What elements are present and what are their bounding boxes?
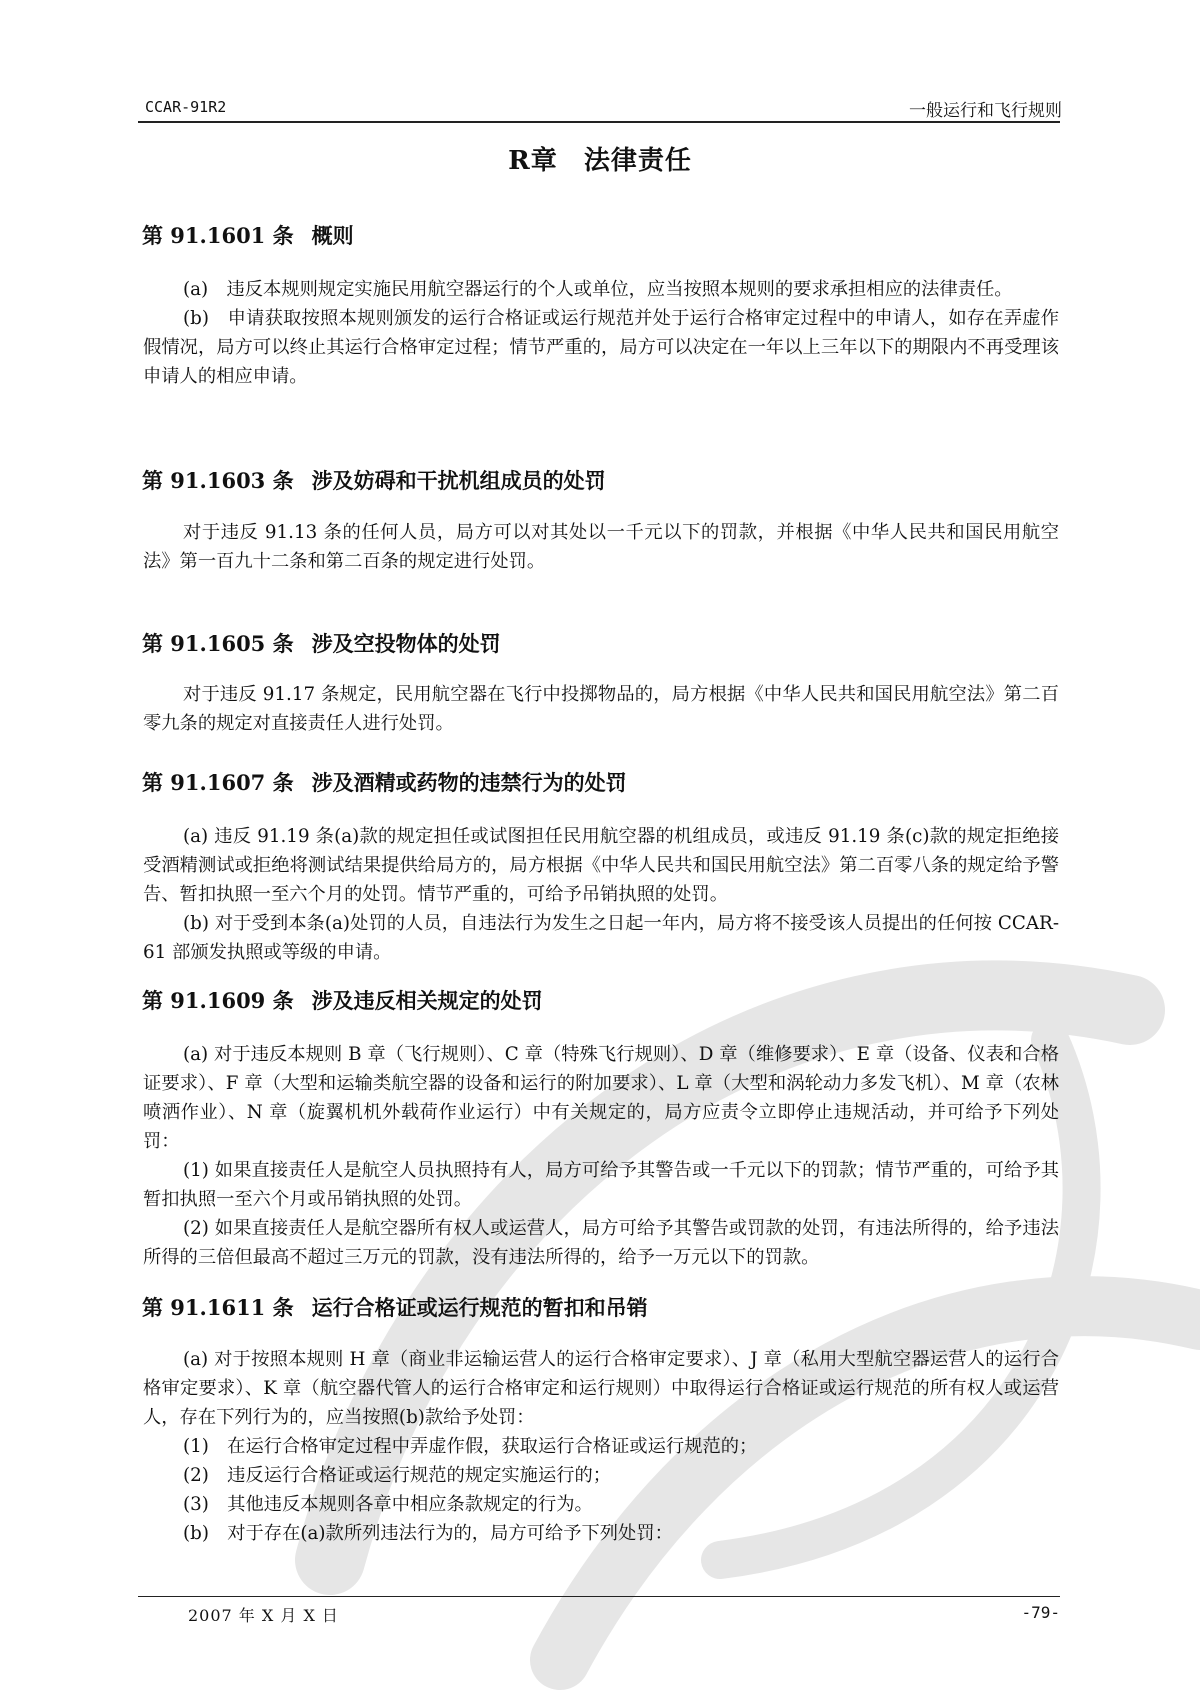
- section-body: [143, 518, 1059, 576]
- section-title: 涉及妨碍和干扰机组成员的处罚: [311, 468, 606, 493]
- section-body: [143, 822, 1059, 967]
- section-heading: [142, 628, 501, 658]
- section-number: 第 91.1607 条: [142, 770, 294, 795]
- paragraph: (b) 申请获取按照本规则颁发的运行合格证或运行规范并处于运行合格审定过程中的申请人，如存在弄虚作假情况，局方可以终止其运行合格审定过程；情节严重的，局方可以决定在一年以上三年以下的期限内不再受理该申请人的相应申请。: [143, 308, 1059, 387]
- section-body: [143, 1345, 1059, 1548]
- section-title: 概则: [311, 223, 354, 248]
- section-body: [143, 680, 1059, 738]
- section-heading: [142, 985, 543, 1015]
- paragraph: (a) 违反 91.19 条(a)款的规定担任或试图担任民用航空器的机组成员，或违反 91.19 条(c)款的规定拒绝接受酒精测试或拒绝将测试结果提供给局方的，局方根据《中华人民共和国民用航空法》第二百零八条的规定给予警告、暂扣执照一至六个月的处罚。情节严重的，可给予吊销执照的处罚。: [143, 826, 1059, 905]
- footer-divider: [138, 1596, 1060, 1597]
- paragraph: (2) 如果直接责任人是航空器所有权人或运营人，局方可给予其警告或罚款的处罚，有违法所得的，给予违法所得的三倍但最高不超过三万元的罚款，没有违法所得的，给予一万元以下的罚款。: [143, 1218, 1059, 1268]
- section-title: 涉及酒精或药物的违禁行为的处罚: [311, 770, 627, 795]
- chapter-name: 法律责任: [583, 146, 692, 176]
- header-doc-title: 一般运行和飞行规则: [909, 101, 1062, 121]
- paragraph: 对于违反 91.13 条的任何人员，局方可以对其处以一千元以下的罚款，并根据《中华人民共和国民用航空法》第一百九十二条和第二百条的规定进行处罚。: [143, 522, 1059, 572]
- paragraph: 对于违反 91.17 条规定，民用航空器在飞行中投掷物品的，局方根据《中华人民共和国民用航空法》第二百零九条的规定对直接责任人进行处罚。: [143, 684, 1059, 734]
- header-doc-code: CCAR-91R2: [145, 98, 227, 116]
- section-heading: [142, 465, 606, 495]
- section-number: 第 91.1611 条: [142, 1295, 294, 1320]
- section-number: 第 91.1603 条: [142, 468, 294, 493]
- section-heading: [142, 220, 354, 250]
- paragraph: (a) 违反本规则规定实施民用航空器运行的个人或单位，应当按照本规则的要求承担相应的法律责任。: [183, 279, 1013, 300]
- paragraph: (1) 如果直接责任人是航空人员执照持有人，局方可给予其警告或一千元以下的罚款；情节严重的，可给予其暂扣执照一至六个月或吊销执照的处罚。: [143, 1160, 1059, 1210]
- section-number: 第 91.1609 条: [142, 988, 294, 1013]
- section-title: 涉及违反相关规定的处罚: [311, 988, 543, 1013]
- section-number: 第 91.1605 条: [142, 631, 294, 656]
- paragraph: (b) 对于受到本条(a)处罚的人员，自违法行为发生之日起一年内，局方将不接受该人员提出的任何按 CCAR-61 部颁发执照或等级的申请。: [143, 913, 1059, 963]
- section-heading: [142, 767, 627, 797]
- list-item: (3) 其他违反本规则各章中相应条款规定的行为。: [183, 1494, 593, 1515]
- chapter-title: [0, 140, 1200, 177]
- page-number: -79-: [1021, 1603, 1060, 1622]
- paragraph: (a) 对于违反本规则 B 章（飞行规则）、C 章（特殊飞行规则）、D 章（维修要求）、E 章（设备、仪表和合格证要求）、F 章（大型和运输类航空器的设备和运行的附加要求）、L 章（大型和涡轮动力多发飞机）、M 章（农林喷洒作业）、N 章（旋翼机机外载荷作业运行）中有关规定的，局方应责令立即停止违规活动，并可给予下列处罚：: [143, 1044, 1059, 1152]
- section-body: [143, 1040, 1059, 1272]
- chapter-letter: R章: [508, 146, 558, 176]
- list-item: (1) 在运行合格审定过程中弄虚作假，获取运行合格证或运行规范的；: [183, 1436, 758, 1457]
- list-item: (2) 违反运行合格证或运行规范的规定实施运行的；: [183, 1465, 612, 1486]
- section-heading: [142, 1292, 648, 1322]
- section-number: 第 91.1601 条: [142, 223, 294, 248]
- section-body: [143, 275, 1059, 391]
- header-divider: [138, 121, 1060, 123]
- section-title: 运行合格证或运行规范的暂扣和吊销: [311, 1295, 648, 1320]
- paragraph: (a) 对于按照本规则 H 章（商业非运输运营人的运行合格审定要求）、J 章（私用大型航空器运营人的运行合格审定要求）、K 章（航空器代管人的运行合格审定和运行规则）中取得运行合格证或运行规范的所有权人或运营人，存在下列行为的，应当按照(b)款给予处罚：: [143, 1349, 1059, 1428]
- list-item: (b) 对于存在(a)款所列违法行为的，局方可给予下列处罚：: [183, 1523, 673, 1544]
- section-title: 涉及空投物体的处罚: [311, 631, 501, 656]
- footer-date: 2007 年 X 月 X 日: [188, 1606, 339, 1625]
